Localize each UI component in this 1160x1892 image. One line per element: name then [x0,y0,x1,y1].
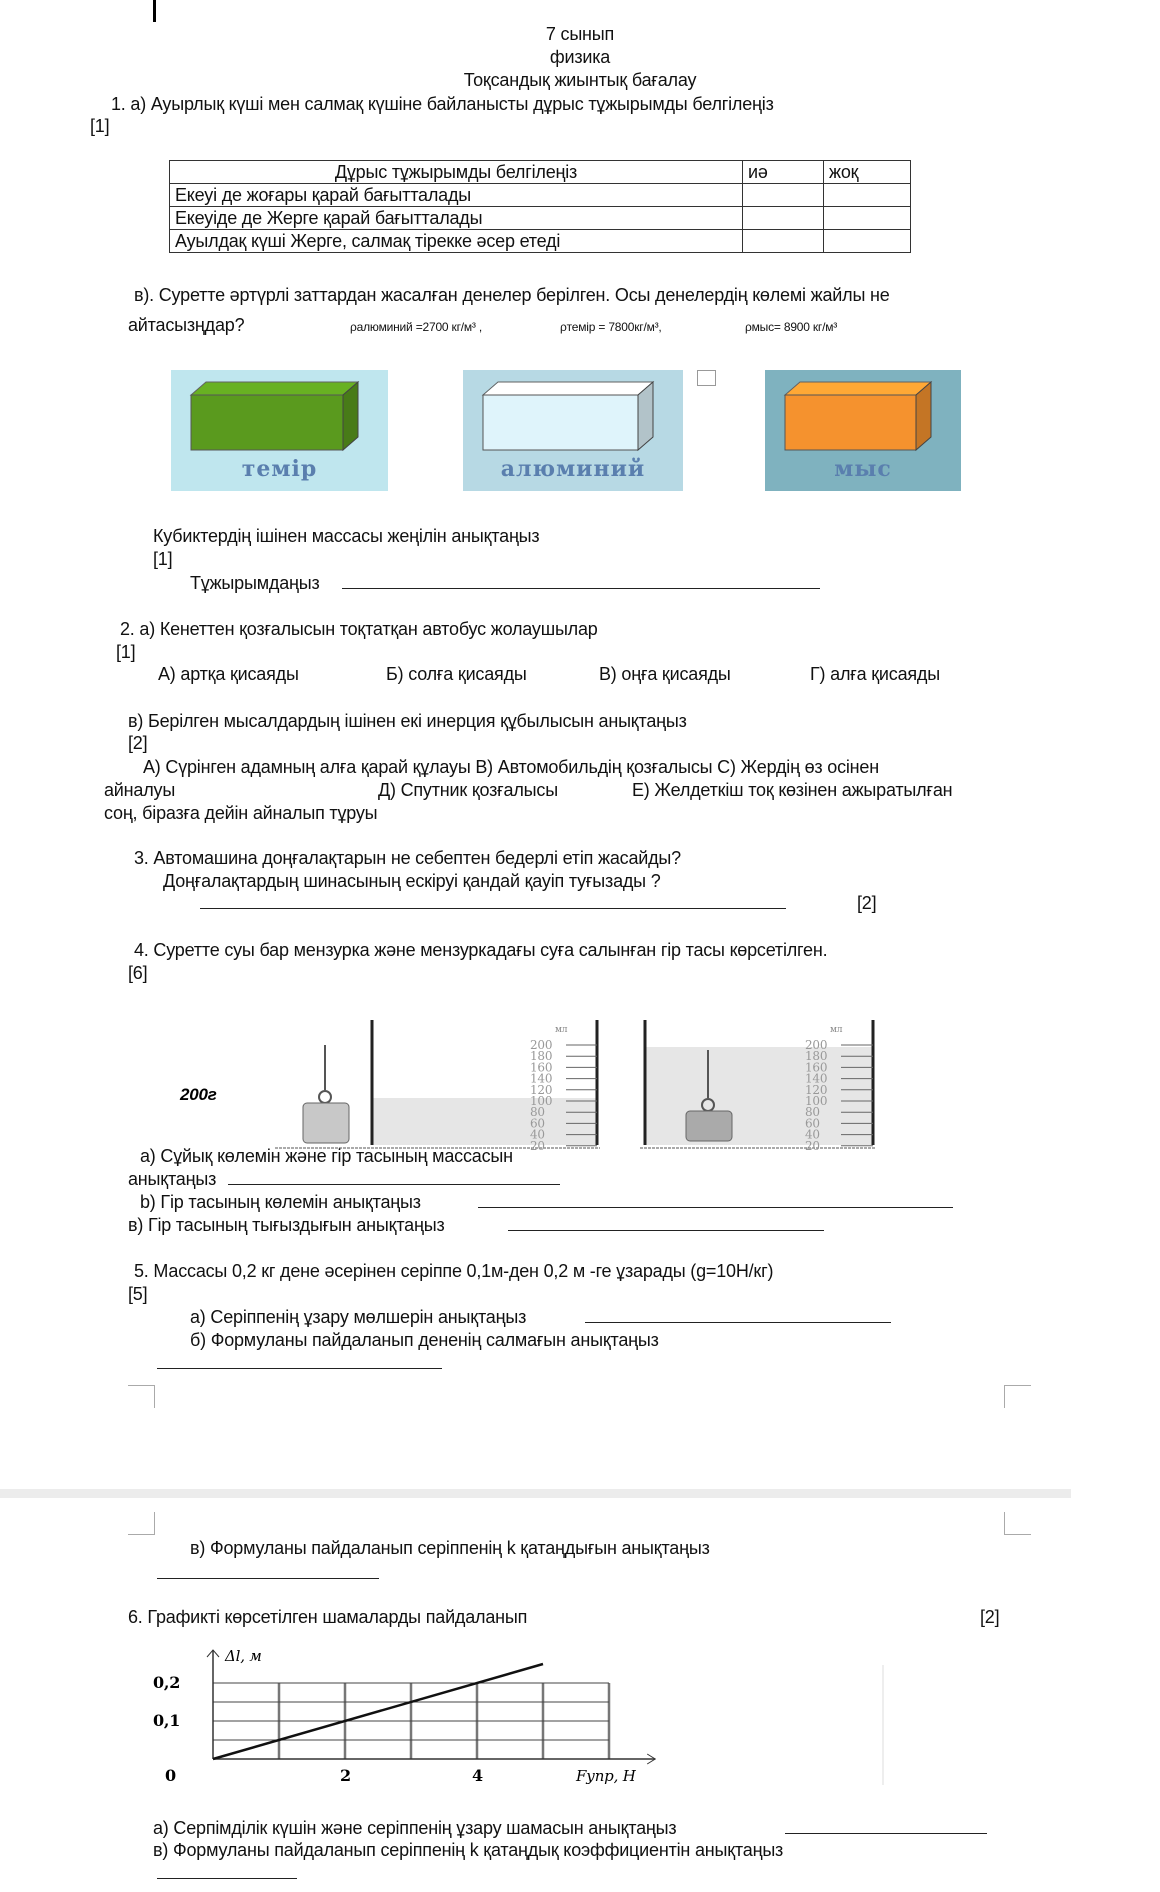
q2-b-line2c: Е) Желдеткіш тоқ көзінен ажыратылған [632,780,953,800]
q2-a-text: 2. а) Кенеттен қозғалысын тоқтатқан автобус жолаушылар [120,619,598,639]
statement: Ауылдақ күші Жерге, салмақ тірекке әсер етеді [170,230,743,253]
q2-b-line1: А) Сүрінген адамның алға қарай құлауы В) Автомобильдің қозғалысы С) Жердің өз осінен [143,757,879,777]
q5-c: в) Формуланы пайдаланып серіппенің k қатаңдығын анықтаңыз [190,1538,710,1558]
cube-1 [463,370,683,491]
answer-line[interactable] [157,1878,297,1879]
x-tick-label: 2 [340,1766,351,1785]
q1-b-text: в). Суретте әртүрлі заттардан жасалған денелер берілген. Осы денелердің көлемі жайлы не [134,285,890,305]
unit-label: мл [830,1025,843,1035]
scale-tick-label: 200 [530,1038,553,1052]
scale-tick-label: 160 [805,1060,828,1075]
answer-line[interactable] [508,1230,824,1231]
scale-tick-label: 20 [530,1138,545,1153]
q1-a-score: [1] [90,116,110,136]
scale-tick-label: 80 [530,1105,545,1120]
q2-b-text: в) Берілген мысалдардың ішінен екі инерция құбылысын анықтаңыз [128,711,687,731]
scale-tick-label: 120 [805,1082,828,1097]
answer-line[interactable] [157,1368,442,1369]
statement: Екеуі де жоғары қарай бағытталады [170,184,743,207]
page-corner-mark [1004,1385,1031,1408]
q3-text1: 3. Автомашина доңғалақтарын не себептен бедерлі етіп жасайды? [134,848,681,868]
table-header: жоқ [824,161,911,184]
conclusion-label: Тұжырымдаңыз [190,573,320,593]
cube-2 [765,370,961,491]
option-a[interactable]: А) артқа қисаяды [158,664,299,684]
table-header: иә [743,161,824,184]
q1-table [169,160,911,253]
beaker-after [640,1020,876,1153]
no-cell[interactable] [824,207,911,230]
q2-b-line2b: Д) Спутник қозғалысы [378,780,558,800]
spring-graph [140,1645,900,1795]
cube-0 [171,370,388,491]
scale-tick-label: 100 [805,1094,828,1108]
q5-text: 5. Массасы 0,2 кг дене әсерінен серіппе 0,1м-ден 0,2 м -ге ұзарады (g=10Н/кг) [134,1261,774,1281]
layout-options-icon[interactable] [697,370,716,386]
density-copper: ρмыс= 8900 кг/м³ [745,320,838,334]
scale-tick-label: 160 [530,1060,553,1075]
q5-score: [5] [128,1284,148,1304]
cube-label: мыс [834,456,892,482]
answer-line[interactable] [585,1322,891,1323]
answer-line[interactable] [478,1207,953,1208]
q4-score: [6] [128,963,148,983]
option-c[interactable]: В) оңға қисаяды [599,664,731,684]
answer-line[interactable] [200,908,786,909]
q4-c: в) Гір тасының тығыздығын анықтаңыз [128,1215,445,1235]
y-tick-label: 0,1 [153,1711,181,1730]
grade: 7 сынып [545,24,615,44]
q5-a: а) Серіппенің ұзару мөлшерін анықтаңыз [190,1307,527,1327]
scale-tick-label: 120 [530,1082,553,1097]
x-axis-label: Fупр, Н [576,1767,636,1785]
statement: Екеуіде де Жерге қарай бағытталады [170,207,743,230]
q5-b: б) Формуланы пайдаланып дененің салмағын анықтаңыз [190,1330,659,1350]
option-b[interactable]: Б) солға қисаяды [386,664,527,684]
density-iron: ρтемір = 7800кг/м³, [560,320,662,334]
table-header: Дұрыс тұжырымды белгілеңіз [170,161,743,184]
q1-b-text2: айтасызңдар? [128,315,245,335]
no-cell[interactable] [824,230,911,253]
scale-tick-label: 200 [805,1038,828,1052]
yes-cell[interactable] [743,230,824,253]
q4-b: b) Гір тасының көлемін анықтаңыз [140,1192,421,1212]
scale-tick-label: 180 [530,1049,553,1064]
subject: физика [549,47,611,67]
scale-tick-label: 60 [530,1116,545,1131]
q1-a-text: 1. а) Ауырлық күші мен салмақ күшіне байланысты дұрыс тұжырымды белгілеңіз [111,94,774,114]
no-cell[interactable] [824,184,911,207]
option-d[interactable]: Г) алға қисаяды [810,664,940,684]
q4-a1: а) Сұйық көлемін және гір тасының массасын [140,1146,513,1166]
x-tick-label: 0 [165,1766,176,1785]
q6-text: 6. Графикті көрсетілген шамаларды пайдаланып [128,1607,528,1627]
answer-line[interactable] [342,588,820,589]
q3-score: [2] [857,893,877,913]
q2-b-score: [2] [128,733,148,753]
q3-text2: Доңғалақтардың шинасының ескіруі қандай қауіп туғызады ? [163,871,661,891]
scale-tick-label: 60 [805,1116,820,1131]
q6-a: а) Серпімділік күшін және серіппенің ұзару шамасын анықтаңыз [153,1818,677,1838]
y-axis-label: Δl, м [225,1647,262,1665]
table-row [170,184,911,207]
q4-text: 4. Суретте суы бар мензурка және мензуркадағы суға салынған гір тасы көрсетілген. [134,940,828,960]
scale-tick-label: 80 [805,1105,820,1120]
page-corner-mark [1004,1512,1031,1535]
weight-icon [303,1045,349,1143]
series-line [213,1664,543,1759]
text-cursor [153,0,156,22]
q6-b: в) Формуланы пайдаланып серіппенің k қатаңдық коэффициентін анықтаңыз [153,1840,784,1860]
answer-line[interactable] [157,1578,379,1579]
q2-b-line3: соң, біразға дейін айналып тұруы [104,803,378,823]
yes-cell[interactable] [743,207,824,230]
y-tick-label: 0,2 [153,1673,181,1692]
scale-tick-label: 140 [530,1071,553,1086]
scale-tick-label: 40 [530,1127,545,1142]
weight-label: 200г [180,1085,217,1104]
scale-tick-label: 180 [805,1049,828,1064]
answer-line[interactable] [228,1184,560,1185]
q1-c-score: [1] [153,549,173,569]
beaker-figure [170,1015,890,1153]
answer-line[interactable] [785,1833,987,1834]
scale-tick-label: 140 [805,1071,828,1086]
q4-a2: анықтаңыз [128,1169,217,1189]
cube-label: алюминий [500,456,646,482]
scale-tick-label: 20 [805,1138,820,1153]
table-row [170,207,911,230]
x-tick-label: 4 [472,1766,483,1785]
scale-tick-label: 40 [805,1127,820,1142]
q6-score: [2] [980,1607,1000,1627]
page-corner-mark [128,1385,155,1408]
page-corner-mark [128,1512,155,1535]
page-title: Тоқсандық жиынтық бағалау [463,70,697,90]
cube-label: темір [241,456,318,482]
q2-a-score: [1] [116,642,136,662]
unit-label: мл [555,1025,568,1035]
q2-b-line2a: айналуы [104,780,176,800]
q1-c-text: Кубиктердің ішінен массасы жеңілін анықтаңыз [153,526,540,546]
yes-cell[interactable] [743,184,824,207]
page-break [0,1489,1071,1498]
scale-tick-label: 100 [530,1094,553,1108]
density-aluminium: ρалюминий =2700 кг/м³ , [350,320,482,334]
table-row [170,230,911,253]
